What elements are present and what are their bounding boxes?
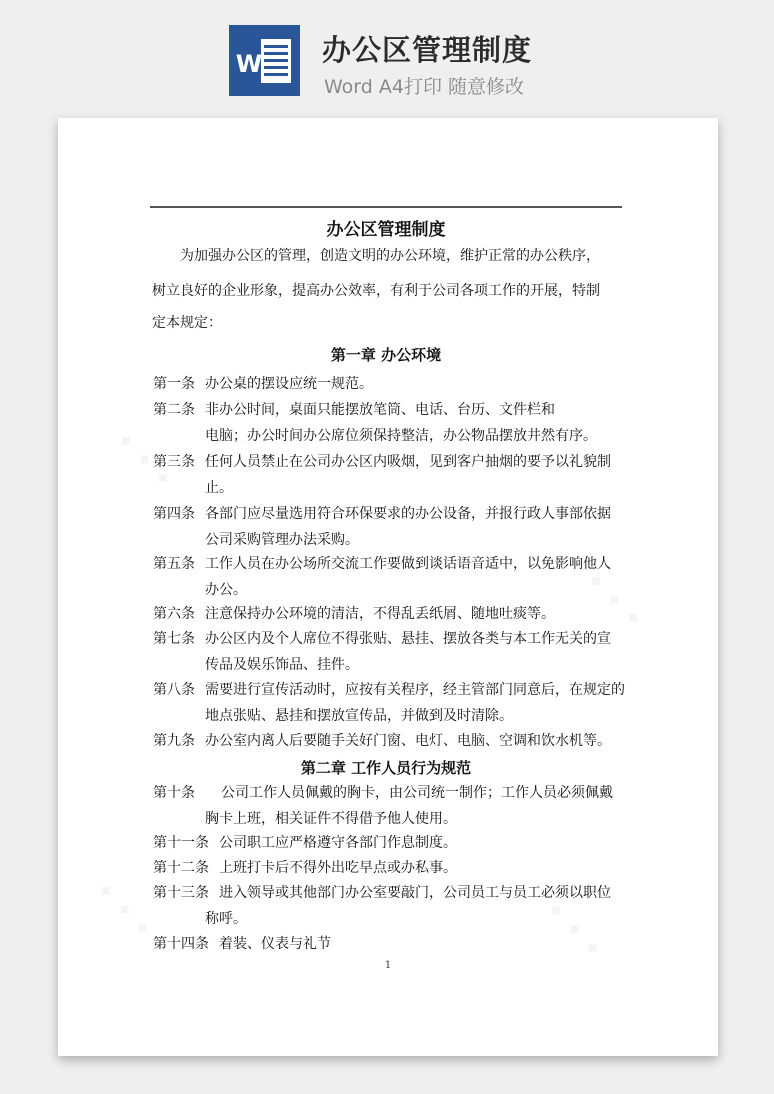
article bbox=[153, 931, 633, 957]
article-text: 工作人员在办公场所交流工作要做到谈话语音适中，以免影响他人 bbox=[205, 556, 611, 572]
intro-line: 树立良好的企业形象，提高办公效率，有利于公司各项工作的开展，特制 bbox=[152, 283, 600, 299]
logo-letter: W bbox=[235, 50, 263, 78]
article bbox=[153, 551, 633, 603]
article-text: 止。 bbox=[205, 480, 233, 496]
article-number: 第一条 bbox=[153, 376, 195, 392]
document-title: 办公区管理制度 bbox=[326, 220, 446, 240]
article-text: 公司职工应严格遵守各部门作息制度。 bbox=[219, 835, 457, 851]
article bbox=[153, 830, 633, 856]
article bbox=[153, 855, 633, 881]
watermark bbox=[90, 877, 158, 945]
article-text: 地点张贴、悬挂和摆放宣传品，并做到及时清除。 bbox=[205, 708, 513, 724]
article-text: 办公。 bbox=[205, 582, 247, 598]
article bbox=[153, 601, 633, 627]
article-text: 需要进行宣传活动时，应按有关程序，经主管部门同意后，在规定的 bbox=[205, 682, 625, 698]
article-text: 公司采购管理办法采购。 bbox=[205, 532, 359, 548]
banner-subtitle: Word A4打印 随意修改 bbox=[324, 76, 525, 98]
article-text: 办公区内及个人席位不得张贴、悬挂、摆放各类与本工作无关的宣 bbox=[205, 631, 611, 647]
article bbox=[153, 626, 633, 678]
chapter-heading: 第二章 工作人员行为规范 bbox=[300, 759, 472, 777]
article-number: 第十条 bbox=[153, 785, 195, 801]
article-number: 第四条 bbox=[153, 506, 195, 522]
article-text: 着装、仪表与礼节 bbox=[219, 936, 331, 952]
article-text: 各部门应尽量选用符合环保要求的办公设备，并报行政人事部依据 bbox=[205, 506, 611, 522]
article-number: 第三条 bbox=[153, 454, 195, 470]
article-text: 电脑；办公时间办公席位须保持整洁，办公物品摆放井然有序。 bbox=[205, 428, 597, 444]
article-number: 第六条 bbox=[153, 606, 195, 622]
article-number: 第十三条 bbox=[153, 885, 209, 901]
article-text: 称呼。 bbox=[205, 911, 247, 927]
header-banner bbox=[0, 0, 774, 118]
article bbox=[153, 371, 633, 397]
banner-title: 办公区管理制度 bbox=[322, 33, 533, 67]
article bbox=[153, 677, 633, 729]
article bbox=[153, 397, 633, 449]
chapter-heading: 第一章 办公环境 bbox=[330, 346, 442, 364]
article-text: 非办公时间，桌面只能摆放笔筒、电话、台历、文件栏和 bbox=[205, 402, 555, 418]
article bbox=[153, 728, 633, 754]
header-rule bbox=[150, 206, 622, 208]
article-text: 办公桌的摆设应统一规范。 bbox=[205, 376, 373, 392]
article-number: 第十四条 bbox=[153, 936, 209, 952]
article-text: 任何人员禁止在公司办公区内吸烟，见到客户抽烟的要予以礼貌制 bbox=[205, 454, 611, 470]
page-number: 1 bbox=[384, 960, 392, 971]
intro-line: 定本规定： bbox=[152, 315, 222, 331]
article-number: 第五条 bbox=[153, 556, 195, 572]
article-number: 第十二条 bbox=[153, 860, 209, 876]
article bbox=[153, 880, 633, 932]
article-number: 第十一条 bbox=[153, 835, 209, 851]
word-icon bbox=[229, 25, 300, 96]
article-number: 第七条 bbox=[153, 631, 195, 647]
article-text: 上班打卡后不得外出吃早点或办私事。 bbox=[219, 860, 457, 876]
article bbox=[153, 449, 633, 501]
article-text: 胸卡上班，相关证件不得借予他人使用。 bbox=[205, 811, 457, 827]
article bbox=[153, 501, 633, 553]
article-number: 第二条 bbox=[153, 402, 195, 418]
article-text: 进入领导或其他部门办公室要敲门，公司员工与员工必须以职位 bbox=[219, 885, 611, 901]
article-text: 传品及娱乐饰品、挂件。 bbox=[205, 657, 359, 673]
article-number: 第九条 bbox=[153, 733, 195, 749]
article-text: 办公室内离人后要随手关好门窗、电灯、电脑、空调和饮水机等。 bbox=[205, 733, 611, 749]
article-number: 第八条 bbox=[153, 682, 195, 698]
document-page bbox=[58, 118, 718, 1056]
intro-line: 为加强办公区的管理，创造文明的办公环境，维护正常的办公秩序， bbox=[180, 248, 600, 264]
article-text: 公司工作人员佩戴的胸卡，由公司统一制作；工作人员必须佩戴 bbox=[221, 785, 613, 801]
article bbox=[153, 780, 633, 832]
article-text: 注意保持办公环境的清洁，不得乱丢纸屑、随地吐痰等。 bbox=[205, 606, 555, 622]
